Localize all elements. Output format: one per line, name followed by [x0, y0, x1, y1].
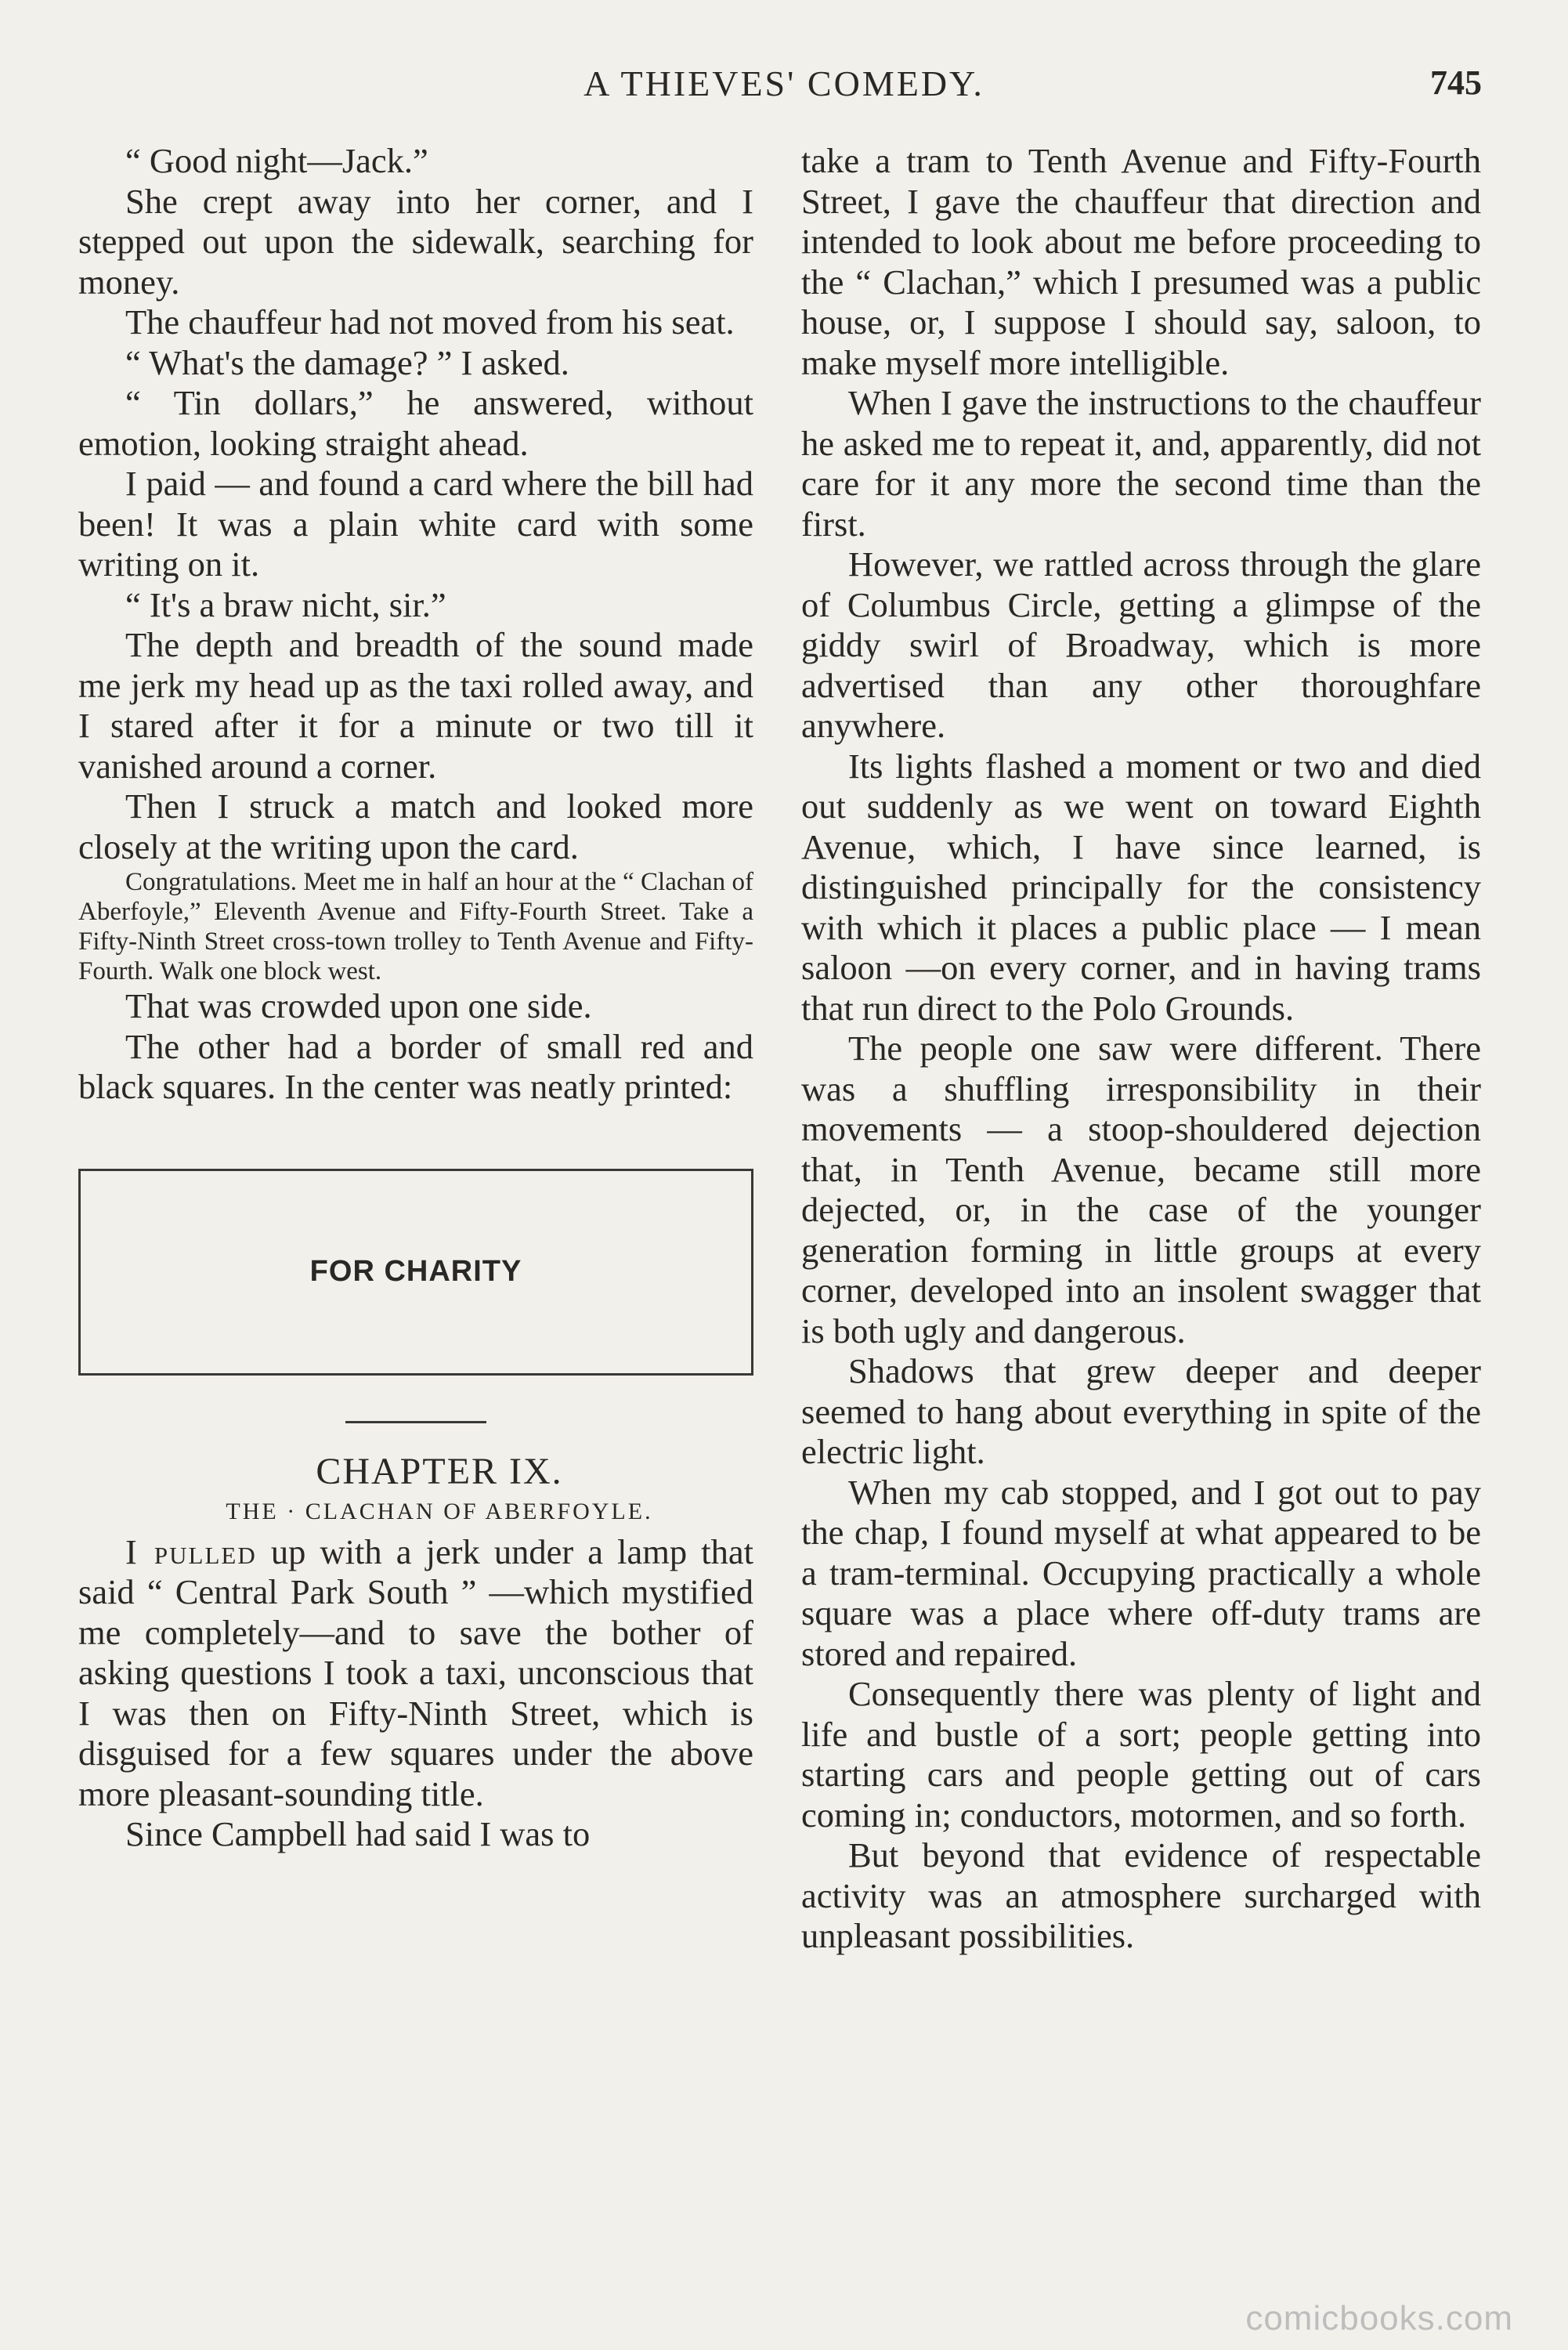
- paragraph-text: up with a jerk under a lamp that said “ Central Park South ” —which mystified me completely—and to save the bother of asking questions I took a taxi, unconscious that I was then on Fifty-Ninth Street, which is disguised for a few squares under the above more pleasant-sounding title.: [78, 1531, 753, 1813]
- paragraph: “ What's the damage? ” I asked.: [125, 342, 569, 382]
- paragraph: When my cab stopped, and I got out to pay the chap, I found myself at what appeared to be a tram-terminal. Occupying practically a whole square was a place where off-duty trams are stored and repaired.: [801, 1472, 1481, 1673]
- paragraph: “ Tin dollars,” he answered, without emotion, looking straight ahead.: [78, 383, 753, 463]
- chapter-title: CHAPTER IX.: [316, 1450, 563, 1492]
- watermark: comicbooks.com: [1245, 2299, 1513, 2337]
- left-column: [78, 141, 753, 1855]
- paragraph: But beyond that evidence of respectable activity was an atmosphere surcharged with unpleasant possibilities.: [801, 1835, 1481, 1955]
- paragraph: Shadows that grew deeper and deeper seemed to hang about everything in spite of the electric light.: [801, 1351, 1481, 1471]
- paragraph: Since Campbell had said I was to: [125, 1814, 591, 1853]
- page-number: 745: [1430, 63, 1482, 102]
- charity-box-text: FOR CHARITY: [309, 1254, 522, 1288]
- page-header: [0, 63, 1568, 118]
- paragraph: I paid — and found a card where the bill had been! It was a plain white card with some writing on it.: [78, 464, 753, 584]
- paragraph: The other had a border of small red and black squares. In the center was neatly printed:: [78, 1026, 753, 1106]
- paragraph: However, we rattled across through the glare of Columbus Circle, getting a glimpse of the giddy swirl of Broadway, which is more advertised than any other thoroughfare anywhere.: [801, 544, 1481, 745]
- paragraph: [78, 1532, 753, 1815]
- charity-box: [78, 1169, 753, 1376]
- paragraph: The people one saw were different. There was a shuffling irresponsibility in their movements — a stoop-shouldered dejection that, in Tenth Avenue, became still more dejected, or, in the case of the younger generation forming in little groups at every corner, developed into an insolent swagger that is both ugly and dangerous.: [801, 1029, 1481, 1350]
- paragraph: She crept away into her corner, and I stepped out upon the sidewalk, searching for money.: [78, 181, 753, 302]
- paragraph: “ It's a braw nicht, sir.”: [125, 584, 446, 624]
- running-title: A THIEVES' COMEDY.: [583, 63, 985, 103]
- paragraph: Consequently there was plenty of light and life and bustle of a sort; people getting into starting cars and people getting out of cars coming in; conductors, motormen, and so forth.: [801, 1674, 1481, 1835]
- paragraph-lead-in: I pulled: [125, 1531, 257, 1571]
- paragraph: Then I struck a match and looked more closely at the writing upon the card.: [78, 786, 753, 866]
- paragraph: When I gave the instructions to the chauffeur he asked me to repeat it, and, apparently, did not care for it any more the second time than the first.: [801, 383, 1481, 544]
- paragraph: That was crowded upon one side.: [125, 986, 592, 1025]
- paragraph: “ Good night—Jack.”: [125, 141, 428, 180]
- card-message: Congratulations. Meet me in half an hour at the “ Clachan of Aberfoyle,” Eleventh Avenue and Fifty-Fourth Street. Take a Fifty-Ninth Street cross-town trolley to Tenth Avenue and Fifty-Fourth. Walk one block west.: [78, 868, 753, 985]
- chapter-divider: [345, 1421, 486, 1423]
- paragraph: The chauffeur had not moved from his seat.: [125, 302, 735, 342]
- paragraph: take a tram to Tenth Avenue and Fifty-Fourth Street, I gave the chauffeur that direction and intended to look about me before proceeding to the “ Clachan,” which I presumed was a public house, or, I suppose I should say, saloon, to make myself more intelligible.: [801, 141, 1481, 382]
- chapter-subtitle: THE · CLACHAN OF ABERFOYLE.: [226, 1499, 653, 1524]
- paragraph: The depth and breadth of the sound made me jerk my head up as the taxi rolled away, and I stared after it for a minute or two till it vanished around a corner.: [78, 625, 753, 786]
- paragraph: Its lights flashed a moment or two and died out suddenly as we went on toward Eighth Avenue, which, I have since learned, is distinguished principally for the consistency with which it places a public place — I mean saloon —on every corner, and in having trams that run direct to the Polo Grounds.: [801, 746, 1481, 1028]
- right-column: [801, 141, 1481, 1957]
